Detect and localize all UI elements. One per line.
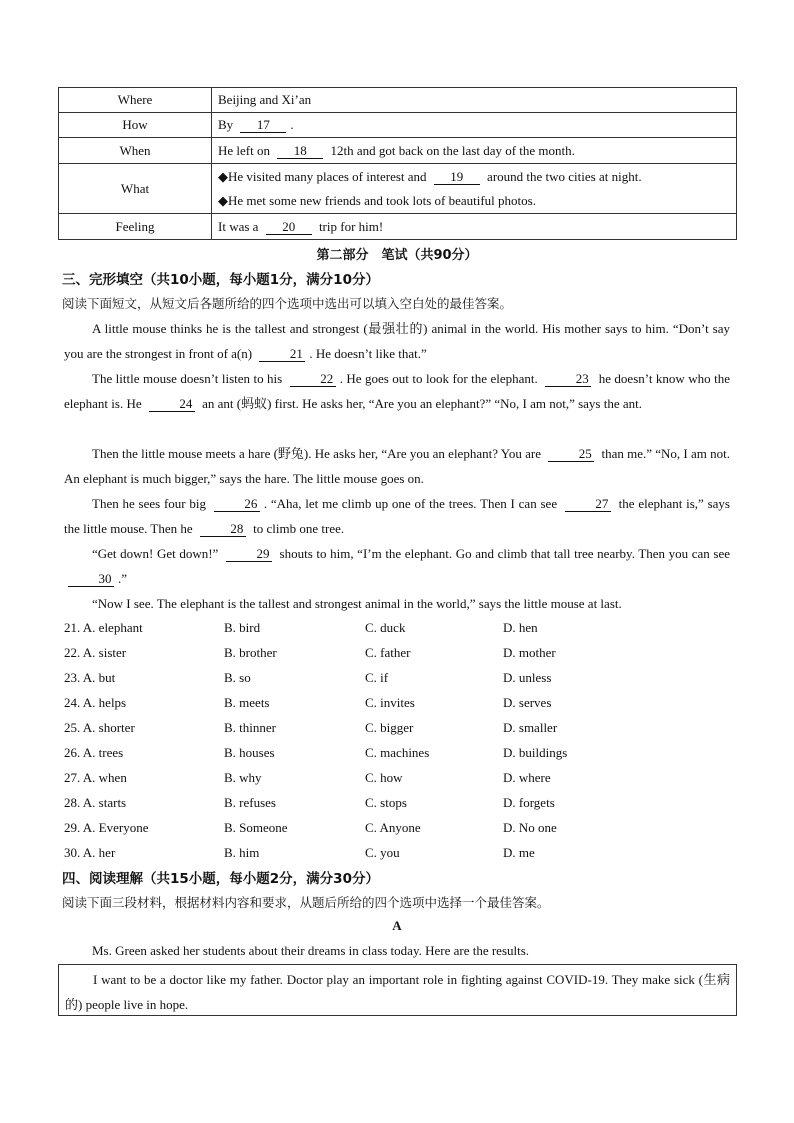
passage-label: A bbox=[392, 918, 402, 933]
option-d: D. me bbox=[503, 845, 535, 860]
answer-blank: 19 bbox=[434, 170, 480, 185]
passage-paragraph: A little mouse thinks he is the tallest and strongest (最强壮的) animal in the world. His mother says to him. “Don’t say you are the strongest in front of a(n) 21 . He doesn’t like that.” bbox=[64, 321, 730, 361]
table-value: Beijing and Xi’an bbox=[212, 88, 737, 113]
section-three-heading: 三、完形填空（共10小题，每小题1分，满分10分） bbox=[62, 272, 379, 288]
table-row bbox=[59, 113, 737, 138]
option-c: C. Anyone bbox=[365, 820, 421, 835]
question-option-a: 21. A. elephant bbox=[64, 620, 143, 635]
table-key: How bbox=[59, 113, 212, 138]
answer-blank: 18 bbox=[277, 144, 323, 159]
passage-paragraph: “Get down! Get down!” 29 shouts to him, “I’m the elephant. Go and climb that tall tree nearby. Then you can see 30 .” bbox=[64, 541, 730, 591]
text-box bbox=[58, 964, 737, 1016]
section-three-instruction: 阅读下面短文，从短文后各题所给的四个选项中选出可以填入空白处的最佳答案。 bbox=[62, 296, 513, 311]
table-value: He left on 18 12th and got back on the last day of the month. bbox=[212, 138, 737, 164]
table-value: ◆He visited many places of interest and 19 around the two cities at night. ◆He met some new friends and took lots of beautiful photos. bbox=[212, 164, 737, 214]
option-d: D. serves bbox=[503, 695, 552, 710]
question-option-a: 28. A. starts bbox=[64, 795, 127, 810]
answer-blank: 22 bbox=[290, 372, 336, 387]
table-value: By 17 . bbox=[212, 113, 737, 138]
table-key: What bbox=[59, 164, 212, 214]
option-b: B. why bbox=[224, 770, 262, 785]
table-row bbox=[59, 164, 737, 214]
option-b: B. so bbox=[224, 670, 251, 685]
question-option-a: 24. A. helps bbox=[64, 695, 127, 710]
option-b: B. him bbox=[224, 845, 260, 860]
passage-paragraph: The little mouse doesn’t listen to his 22 . He goes out to look for the elephant. 23 he doesn’t know who the elephant is. He 24 an ant (蚂蚁) first. He asks her, “Are you an elephant?” “No, I am not,” says the ant. bbox=[64, 371, 730, 411]
option-c: C. you bbox=[365, 845, 400, 860]
option-d: D. No one bbox=[503, 820, 557, 835]
option-d: D. where bbox=[503, 770, 551, 785]
question-option-a: 26. A. trees bbox=[64, 745, 124, 760]
passage-paragraph: Then the little mouse meets a hare (野兔). He asks her, “Are you an elephant? You are 25 than me.” “No, I am not. An elephant is much bigger,” says the hare. The little mouse goes on. bbox=[64, 446, 730, 486]
part-two-heading: 第二部分 笔试（共90分） bbox=[316, 248, 478, 263]
question-option-a: 22. A. sister bbox=[64, 645, 127, 660]
option-b: B. houses bbox=[224, 745, 275, 760]
option-b: B. meets bbox=[224, 695, 270, 710]
option-c: C. how bbox=[365, 770, 403, 785]
option-c: C. stops bbox=[365, 795, 407, 810]
option-b: B. refuses bbox=[224, 795, 276, 810]
box-text: I want to be a doctor like my father. Doctor play an important role in fighting against COVID-19. They make sick (生病的) people live in hope. bbox=[65, 972, 730, 1012]
table-value: It was a 20 trip for him! bbox=[212, 214, 737, 240]
table-key: When bbox=[59, 138, 212, 164]
option-c: C. father bbox=[365, 645, 411, 660]
option-c: C. invites bbox=[365, 695, 415, 710]
table-row bbox=[59, 88, 737, 113]
option-c: C. bigger bbox=[365, 720, 414, 735]
question-option-a: 29. A. Everyone bbox=[64, 820, 149, 835]
option-d: D. mother bbox=[503, 645, 556, 660]
answer-blank: 29 bbox=[226, 547, 272, 562]
question-option-a: 27. A. when bbox=[64, 770, 127, 785]
option-d: D. unless bbox=[503, 670, 552, 685]
question-option-a: 25. A. shorter bbox=[64, 720, 135, 735]
question-option-a: 30. A. her bbox=[64, 845, 116, 860]
option-d: D. buildings bbox=[503, 745, 568, 760]
answer-blank: 20 bbox=[266, 220, 312, 235]
answer-blank: 23 bbox=[545, 372, 591, 387]
passage-intro: Ms. Green asked her students about their dreams in class today. Here are the results. bbox=[92, 943, 530, 958]
option-c: C. duck bbox=[365, 620, 406, 635]
option-b: B. brother bbox=[224, 645, 277, 660]
passage-paragraph: Then he sees four big 26 . “Aha, let me climb up one of the trees. Then I can see 27 the elephant is,” says the little mouse. Then he 28 to climb one tree. bbox=[64, 496, 730, 536]
option-d: D. hen bbox=[503, 620, 538, 635]
option-c: C. if bbox=[365, 670, 389, 685]
passage-paragraph: “Now I see. The elephant is the tallest and strongest animal in the world,” says the little mouse at last. bbox=[92, 596, 622, 611]
question-option-a: 23. A. but bbox=[64, 670, 116, 685]
option-b: B. thinner bbox=[224, 720, 276, 735]
option-b: B. bird bbox=[224, 620, 261, 635]
answer-blank: 26 bbox=[214, 497, 260, 512]
answer-blank: 28 bbox=[200, 522, 246, 537]
answer-blank: 24 bbox=[149, 397, 195, 412]
answer-blank: 21 bbox=[259, 347, 305, 362]
option-b: B. Someone bbox=[224, 820, 288, 835]
option-d: D. forgets bbox=[503, 795, 555, 810]
table-row bbox=[59, 138, 737, 164]
option-d: D. smaller bbox=[503, 720, 558, 735]
table-row bbox=[59, 214, 737, 240]
section-four-heading: 四、阅读理解（共15小题，每小题2分，满分30分） bbox=[62, 871, 379, 887]
answer-blank: 17 bbox=[240, 118, 286, 133]
answer-blank: 30 bbox=[68, 572, 114, 587]
option-c: C. machines bbox=[365, 745, 430, 760]
section-four-instruction: 阅读下面三段材料，根据材料内容和要求，从题后所给的四个选项中选择一个最佳答案。 bbox=[62, 895, 550, 910]
answer-blank: 27 bbox=[565, 497, 611, 512]
table-key: Where bbox=[59, 88, 212, 113]
table-key: Feeling bbox=[59, 214, 212, 240]
info-table bbox=[58, 87, 737, 240]
answer-blank: 25 bbox=[548, 447, 594, 462]
